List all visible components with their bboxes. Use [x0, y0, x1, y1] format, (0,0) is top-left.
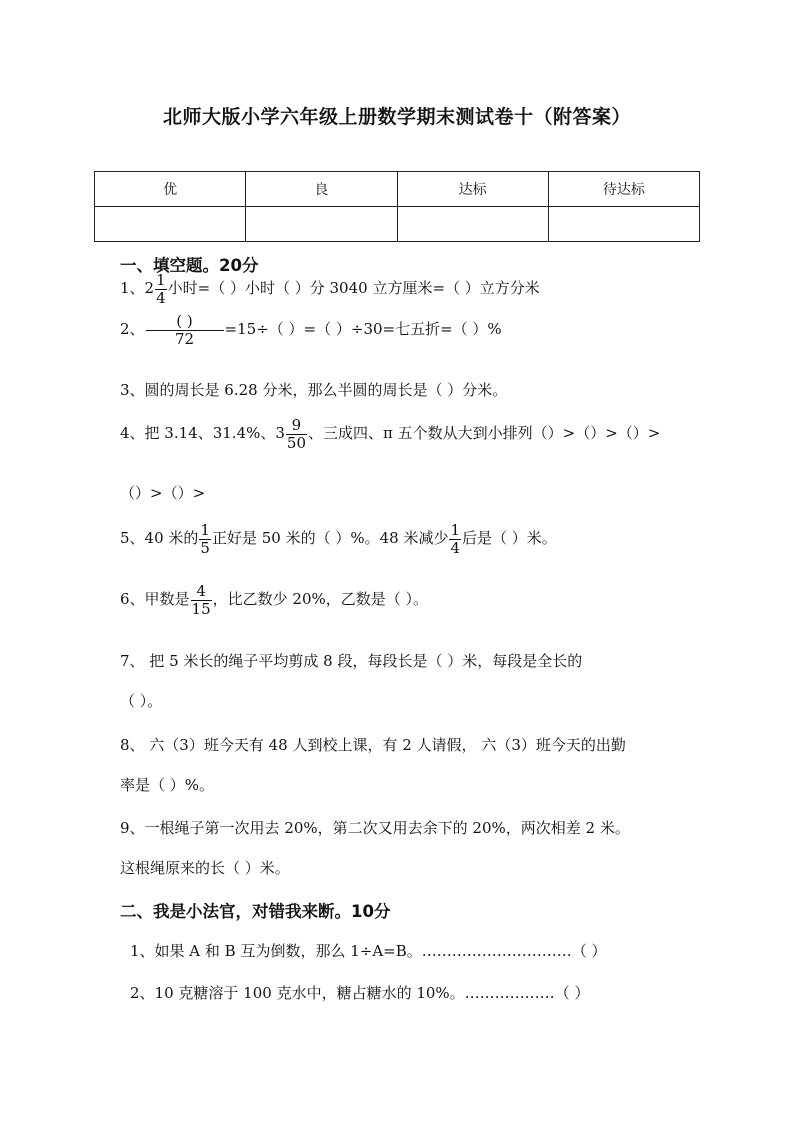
section2-heading: 二、我是小法官，对错我来断。10分: [120, 902, 391, 921]
page-title: 北师大版小学六年级上册数学期末测试卷十（附答案）: [162, 106, 631, 128]
fraction: $\frac{( )}{72}$: [146, 313, 224, 347]
fraction: $\frac{1}{4}$: [156, 271, 166, 307]
grade-cell[interactable]: [95, 207, 246, 242]
question-4-line2: （）>（）>: [120, 484, 206, 502]
question-4: 4、把 3.14、31.4%、3 $\frac{9}{50}$ 、三成四、π 五个数从大到小排列（）>（）>（）>: [120, 416, 661, 452]
grade-score-row: [95, 207, 700, 242]
grade-cell[interactable]: [246, 207, 397, 242]
question-7-line2: （ ）。: [120, 692, 163, 710]
fraction: $\frac{1}{5}$: [200, 521, 210, 557]
grade-cell[interactable]: [548, 207, 699, 242]
fraction: $\frac{4}{15}$: [191, 582, 211, 618]
grade-col-good: 良: [246, 172, 397, 207]
section1-heading: 一、填空题。20分: [120, 256, 259, 275]
grade-col-pass: 达标: [397, 172, 548, 207]
grade-col-below: 待达标: [548, 172, 699, 207]
question-7: 7、 把 5 米长的绳子平均剪成 8 段，每段长是（ ）米，每段是全长的: [120, 652, 583, 670]
question-2: 2、 $\frac{( )}{72}$ =15÷（ ）=（ ）÷30=七五折=（ ）%: [120, 312, 502, 348]
question-1: 1、2 $\frac{1}{4}$ 小时=（ ）小时（ ）分 3040 立方厘米=（ ）立方分米: [120, 271, 540, 307]
question-3: 3、圆的周长是 6.28 分米，那么半圆的周长是（ ）分米。: [120, 381, 508, 399]
grade-header-row: [95, 172, 700, 207]
judge-question-2: 2、10 克糖溶于 100 克水中，糖占糖水的 10%。………………（ ）: [130, 984, 590, 1002]
question-5: 5、40 米的 $\frac{1}{5}$ 正好是 50 米的（ ）%。48 米减少 $\frac{1}{4}$ 后是（ ）米。: [120, 521, 557, 557]
question-8: 8、 六（3）班今天有 48 人到校上课，有 2 人请假， 六（3）班今天的出勤: [120, 736, 626, 754]
question-9-line2: 这根绳原来的长（ ）米。: [120, 859, 290, 877]
question-8-line2: 率是（ ）%。: [120, 776, 215, 794]
grade-cell[interactable]: [397, 207, 548, 242]
fraction: $\frac{1}{4}$: [450, 521, 461, 557]
question-9: 9、一根绳子第一次用去 20%，第二次又用去余下的 20%，两次相差 2 米。: [120, 819, 630, 837]
fraction: $\frac{9}{50}$: [286, 416, 306, 452]
grade-col-excellent: 优: [95, 172, 246, 207]
question-6: 6、甲数是 $\frac{4}{15}$ ，比乙数少 20%，乙数是（ ）。: [120, 582, 429, 618]
judge-question-1: 1、如果 A 和 B 互为倒数，那么 1÷A=B。…………………………（ ）: [130, 942, 607, 960]
grade-table: [94, 171, 700, 242]
